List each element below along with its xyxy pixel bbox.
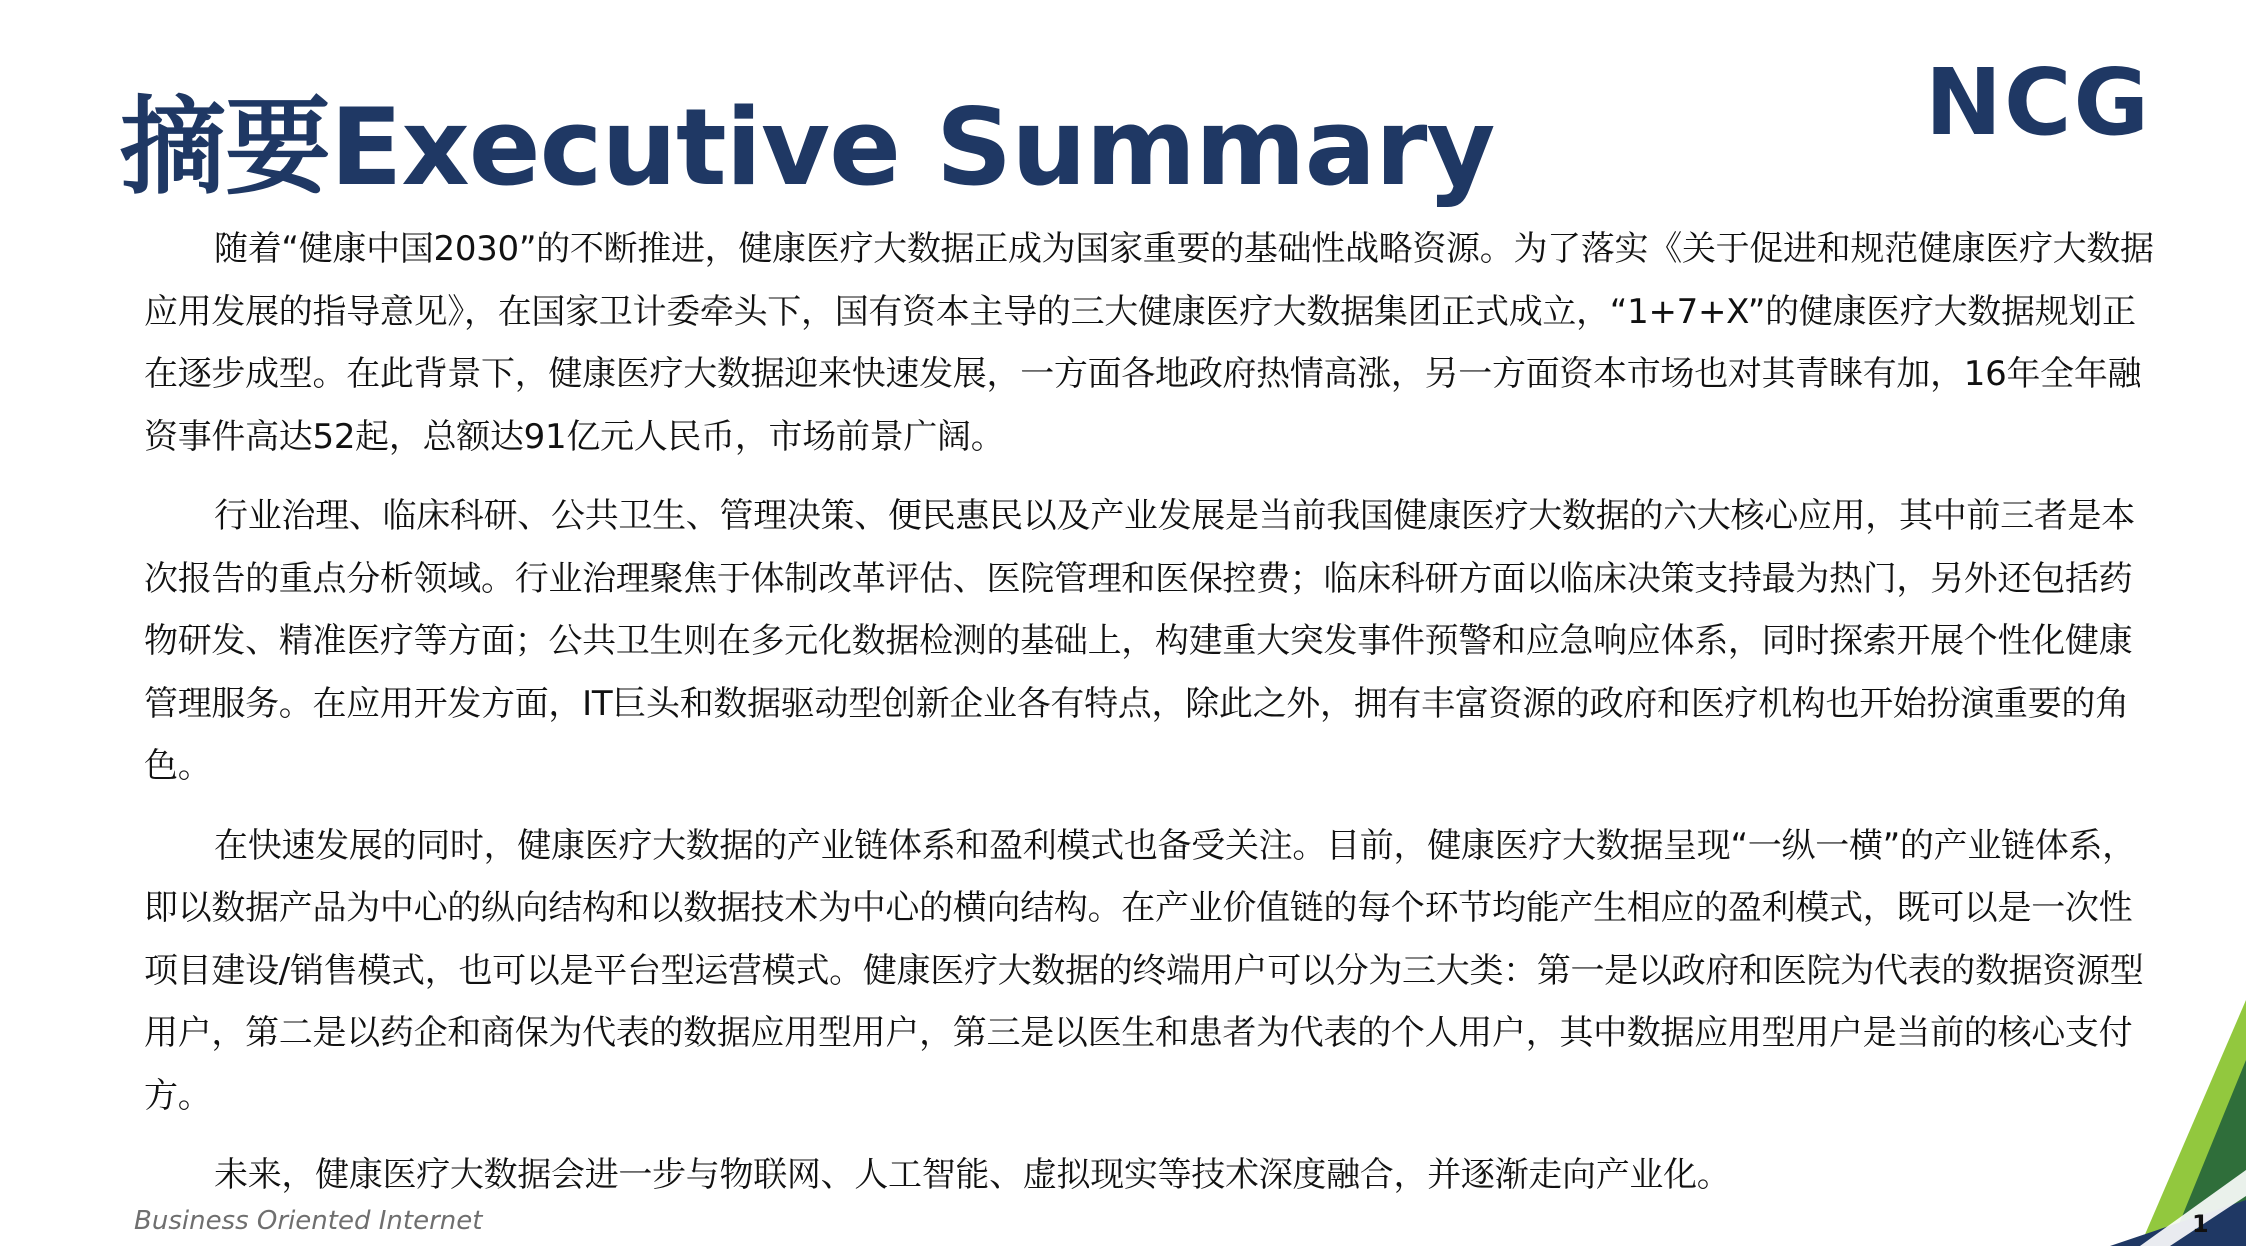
- page-number: 1: [2192, 1210, 2209, 1238]
- corner-decoration: [2100, 1000, 2246, 1246]
- ncg-logo: NCG: [1925, 49, 2152, 156]
- summary-body: [144, 218, 2156, 1207]
- summary-paragraph-2: 行业治理、临床科研、公共卫生、管理决策、便民惠民以及产业发展是当前我国健康医疗大数据的六大核心应用，其中前三者是本次报告的重点分析领域。行业治理聚焦于体制改革评估、医院管理和医保控费；临床科研方面以临床决策支持最为热门，另外还包括药物研发、精准医疗等方面；公共卫生则在多元化数据检测的基础上，构建重大突发事件预警和应急响应体系，同时探索开展个性化健康管理服务。在应用开发方面，IT巨头和数据驱动型创新企业各有特点，除此之外，拥有丰富资源的政府和医疗机构也开始扮演重要的角色。: [144, 496, 2135, 786]
- summary-paragraph-1: 随着“健康中国2030”的不断推进，健康医疗大数据正成为国家重要的基础性战略资源。为了落实《关于促进和规范健康医疗大数据应用发展的指导意见》，在国家卫计委牵头下，国有资本主导的三大健康医疗大数据集团正式成立，“1+7+X”的健康医疗大数据规划正在逐步成型。在此背景下，健康医疗大数据迎来快速发展，一方面各地政府热情高涨，另一方面资本市场也对其青睐有加，16年全年融资事件高达52起，总额达91亿元人民币，市场前景广阔。: [144, 229, 2154, 457]
- summary-paragraph-3: 在快速发展的同时，健康医疗大数据的产业链体系和盈利模式也备受关注。目前，健康医疗大数据呈现“一纵一横”的产业链体系，即以数据产品为中心的纵向结构和以数据技术为中心的横向结构。在产业价值链的每个环节均能产生相应的盈利模式，既可以是一次性项目建设/销售模式，也可以是平台型运营模式。健康医疗大数据的终端用户可以分为三大类：第一是以政府和医院为代表的数据资源型用户，第二是以药企和商保为代表的数据应用型用户，第三是以医生和患者为代表的个人用户，其中数据应用型用户是当前的核心支付方。: [144, 825, 2144, 1116]
- slide-title: 摘要Executive Summary: [120, 86, 1495, 209]
- footer-tagline: Business Oriented Internet: [134, 1206, 483, 1236]
- summary-paragraph-4: 未来，健康医疗大数据会进一步与物联网、人工智能、虚拟现实等技术深度融合，并逐渐走向产业化。: [214, 1155, 1731, 1195]
